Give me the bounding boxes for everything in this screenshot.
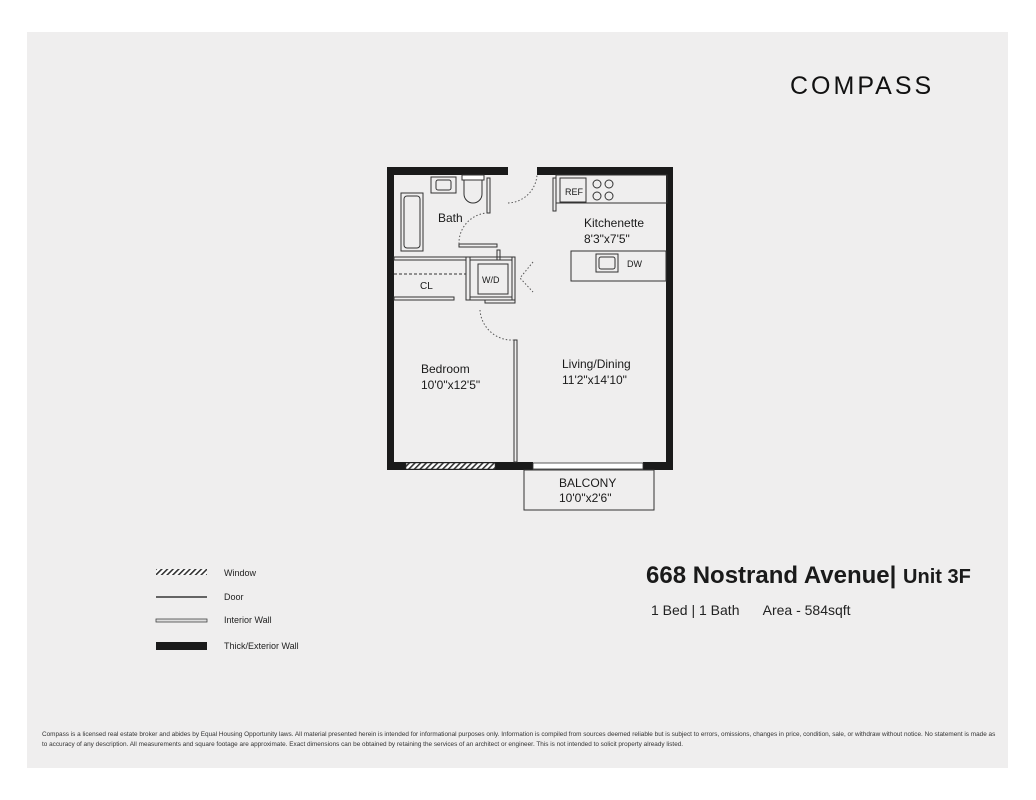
room-labels [420, 187, 644, 505]
label-living: Living/Dining [562, 357, 631, 371]
label-wd: W/D [482, 275, 500, 285]
label-dw: DW [627, 259, 642, 269]
label-balcony-size: 10'0"x2'6" [559, 491, 612, 505]
disclaimer: Compass is a licensed real estate broker and abides by Equal Housing Opportunity laws. All material presented herein is intended for informational purposes only. Information is compiled from sources deemed reliable but is subject to errors, omissions, changes in price, condition, sale, or withdraw without notice. No statement is made as to accuracy of any description. All measurements and square footage are approximate. Exact dimensions can be obtained by retaining the services of an architect or engineer. This is not intended to solicit property already listed. [42, 731, 996, 748]
label-bedroom: Bedroom [421, 362, 470, 376]
label-kitchenette-size: 8'3"x7'5" [584, 232, 630, 246]
legend-interior-wall: Interior Wall [224, 615, 272, 625]
area: Area - 584sqft [762, 602, 851, 618]
window [406, 463, 495, 469]
label-bedroom-size: 10'0"x12'5" [421, 378, 481, 392]
exterior-wall-symbol [156, 642, 207, 650]
label-ref: REF [565, 187, 583, 197]
label-balcony: BALCONY [559, 476, 617, 490]
label-cl: CL [420, 281, 433, 292]
doors [459, 175, 537, 340]
compass-logo: COMPASS [790, 72, 935, 100]
unit: Unit 3F [903, 566, 971, 588]
label-kitchenette: Kitchenette [584, 216, 645, 230]
label-bath: Bath [438, 211, 463, 225]
window-symbol [156, 569, 207, 575]
legend-window: Window [224, 568, 257, 578]
beds-baths: 1 Bed | 1 Bath [651, 602, 740, 618]
legend-door: Door [224, 592, 244, 602]
exterior-walls [387, 167, 673, 470]
listing-title [646, 562, 971, 590]
listing-details [651, 602, 871, 618]
address: 668 Nostrand Avenue| [646, 562, 897, 589]
interior-wall-symbol [156, 619, 207, 622]
label-living-size: 11'2"x14'10" [562, 373, 627, 387]
legend-exterior-wall: Thick/Exterior Wall [224, 641, 299, 651]
interior-walls [394, 178, 556, 462]
legend-symbols [156, 569, 207, 650]
